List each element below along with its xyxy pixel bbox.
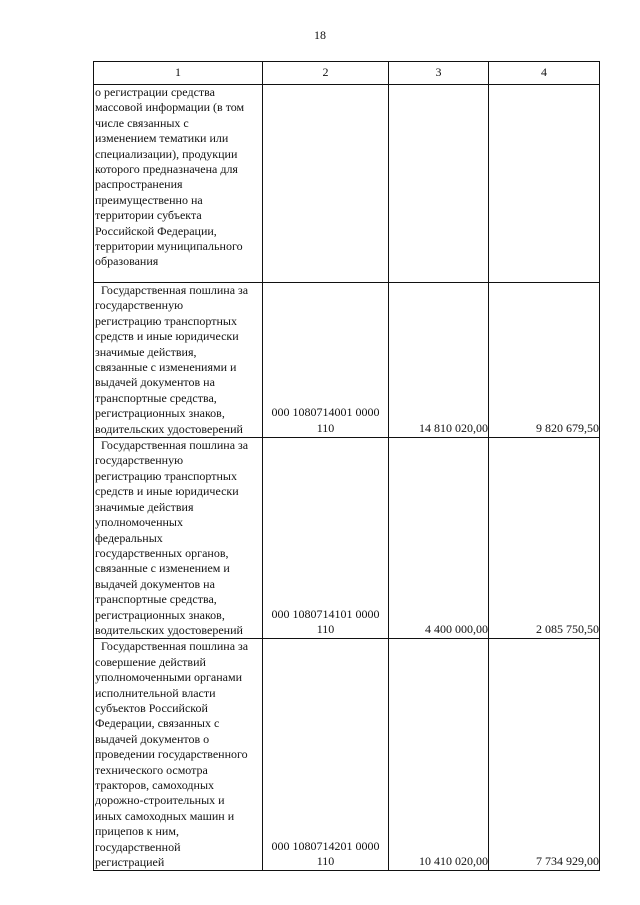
row-value-plan: 10 410 020,00 <box>389 639 489 871</box>
row-name: Государственная пошлина за государственную регистрацию транспортных средств и иные юридически значимые действия уполномоченных федеральных государственных органов, связанные с изменением и выдачей документов на транспортные средства, регистрационных знаков, водительских удостоверений <box>94 438 263 639</box>
row-value-actual: 2 085 750,50 <box>489 438 600 639</box>
row-value-plan: 4 400 000,00 <box>389 438 489 639</box>
revenue-table <box>93 61 600 871</box>
row-code: 000 1080714201 0000 110 <box>263 639 389 871</box>
table-header-row <box>94 62 600 85</box>
row-name: Государственная пошлина за совершение действий уполномоченными органами исполнительной власти субъектов Российской Федерации, связанных с выдачей документов о проведении государственного технического осмотра тракторов, самоходных дорожно-строительных и иных самоходных машин и прицепов к ним, государственной регистрацией <box>94 639 263 871</box>
row-value-actual: 7 734 929,00 <box>489 639 600 871</box>
row-value-actual <box>489 85 600 283</box>
column-header-1: 1 <box>94 62 263 85</box>
row-code: 000 1080714001 0000 110 <box>263 283 389 438</box>
row-value-plan: 14 810 020,00 <box>389 283 489 438</box>
column-header-4: 4 <box>489 62 600 85</box>
table-row <box>94 639 600 871</box>
row-code: 000 1080714101 0000 110 <box>263 438 389 639</box>
row-value-actual: 9 820 679,50 <box>489 283 600 438</box>
table-row <box>94 438 600 639</box>
table-row <box>94 85 600 283</box>
row-name: о регистрации средства массовой информации (в том числе связанных с изменением тематики или специализации), продукции которого предназначена для распространения преимущественно на территории субъекта Российской Федерации, территории муниципального образования <box>94 85 263 283</box>
row-name: Государственная пошлина за государственную регистрацию транспортных средств и иные юридически значимые действия, связанные с изменениями и выдачей документов на транспортные средства, регистрационных знаков, водительских удостоверений <box>94 283 263 438</box>
column-header-2: 2 <box>263 62 389 85</box>
row-code <box>263 85 389 283</box>
column-header-3: 3 <box>389 62 489 85</box>
row-value-plan <box>389 85 489 283</box>
page-number: 18 <box>314 28 326 42</box>
table-row <box>94 283 600 438</box>
